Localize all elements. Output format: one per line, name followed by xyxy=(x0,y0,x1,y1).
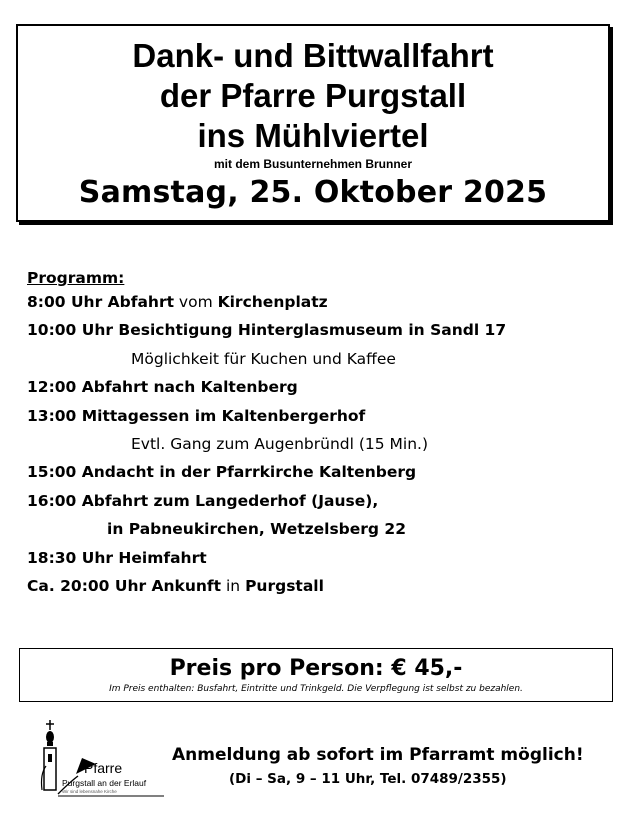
program-item xyxy=(27,288,607,316)
price-included-note: Im Preis enthalten: Busfahrt, Eintritte und Trinkgeld. Die Verpflegung ist selbst zu bezahlen. xyxy=(109,684,523,694)
program-note: Möglichkeit für Kuchen und Kaffee xyxy=(131,349,396,368)
program-item-time: Ca. 20:00 Uhr Ankunft xyxy=(27,577,222,596)
title-line-1: Dank- und Bittwallfahrt xyxy=(132,37,494,74)
logo-place: Purgstall an der Erlauf xyxy=(62,778,147,788)
logo-tagline: Wir sind lebensnahe Kirche xyxy=(62,789,117,794)
program-item: 18:30 Uhr Heimfahrt xyxy=(27,548,207,567)
title-box xyxy=(16,24,610,222)
subtitle: mit dem Busunternehmen Brunner xyxy=(213,157,413,171)
program-item xyxy=(27,572,607,600)
event-date: Samstag, 25. Oktober 2025 xyxy=(78,175,548,210)
program-item: 12:00 Abfahrt nach Kaltenberg xyxy=(27,378,298,397)
program-item: 10:00 Uhr Besichtigung Hinterglasmuseum in Sandl 17 xyxy=(27,321,507,340)
program-item: 15:00 Andacht in der Pfarrkirche Kaltenberg xyxy=(27,463,417,482)
program-note: Evtl. Gang zum Augenbründl (15 Min.) xyxy=(131,435,429,454)
registration-text: Anmeldung ab sofort im Pfarramt möglich! xyxy=(172,745,584,765)
program-item: 13:00 Mittagessen im Kaltenbergerhof xyxy=(27,406,366,425)
program-section xyxy=(27,268,607,600)
price-box xyxy=(19,648,613,702)
program-heading: Programm: xyxy=(27,269,125,287)
program-item-connector: in xyxy=(221,577,246,596)
logo-name: Pfarre xyxy=(84,760,123,776)
registration-details: (Di – Sa, 9 – 11 Uhr, Tel. 07489/2355) xyxy=(229,771,507,787)
program-item-place: Kirchenplatz xyxy=(217,293,328,311)
program-item: 16:00 Abfahrt zum Langederhof (Jause), xyxy=(27,491,379,510)
price-label: Preis pro Person: € 45,- xyxy=(169,656,463,681)
program-item-location: in Pabneukirchen, Wetzelsberg 22 xyxy=(107,520,406,539)
program-item-connector: vom xyxy=(174,293,218,311)
program-item-place: Purgstall xyxy=(245,577,324,596)
title-line-2: der Pfarre Purgstall xyxy=(159,77,467,114)
title-line-3: ins Mühlviertel xyxy=(197,117,429,154)
program-item-time: 8:00 Uhr Abfahrt xyxy=(27,293,174,311)
